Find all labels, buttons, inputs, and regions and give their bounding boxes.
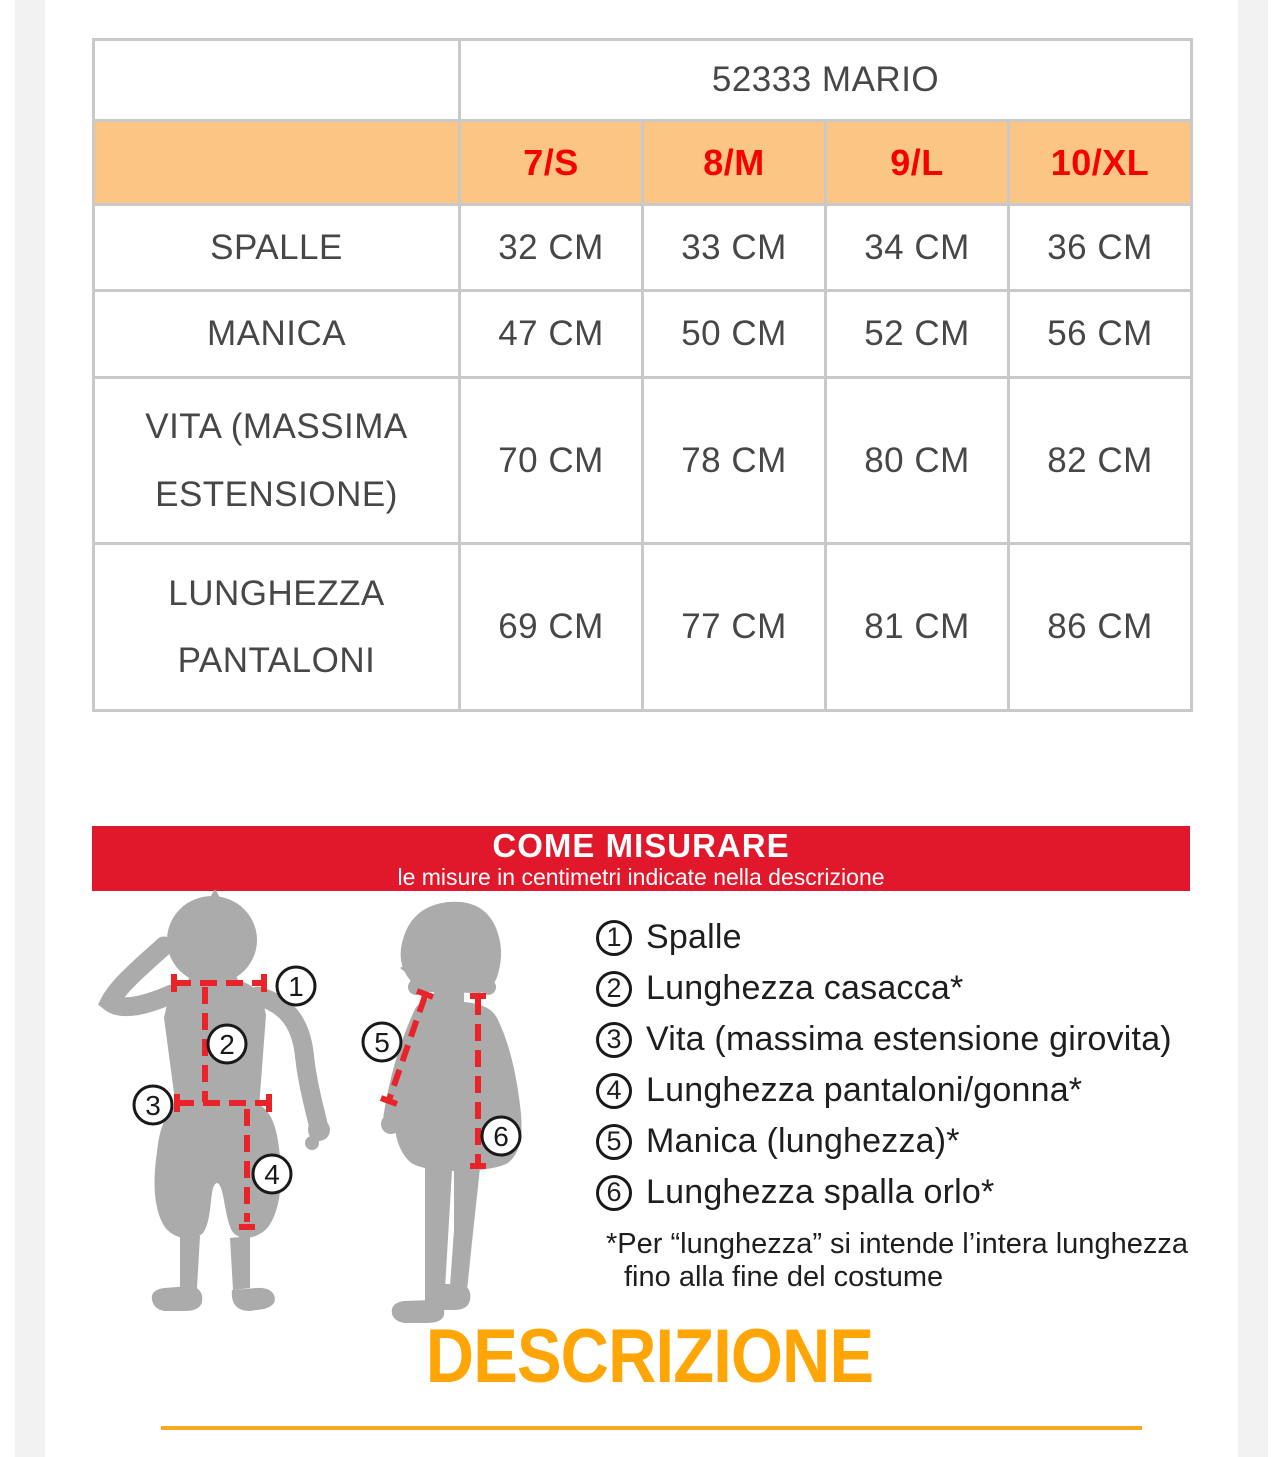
measure-cell: 69 CM	[460, 544, 643, 711]
how-to-measure-banner	[92, 826, 1190, 891]
size-col-header: 7/S	[460, 121, 643, 205]
table-row	[94, 291, 1192, 378]
product-title: 52333 MARIO	[460, 40, 1192, 121]
measure-cell: 70 CM	[460, 378, 643, 544]
legend-label: Manica (lunghezza)*	[646, 1122, 960, 1160]
table-row	[94, 205, 1192, 291]
description-heading: DESCRIZIONE	[425, 1314, 874, 1399]
row-label: VITA (MASSIMA ESTENSIONE)	[94, 378, 460, 544]
measure-cell: 34 CM	[826, 205, 1009, 291]
legend-label: Lunghezza spalla orlo*	[646, 1173, 995, 1211]
footnote-line: fino alla fine del costume	[624, 1261, 944, 1293]
figure-num-5: 5	[374, 1027, 390, 1058]
legend-label: Spalle	[646, 918, 742, 956]
figure-num-6: 6	[493, 1121, 509, 1152]
measure-cell: 32 CM	[460, 205, 643, 291]
table-row	[94, 378, 1192, 544]
figure-num-1: 1	[288, 971, 304, 1002]
measure-cell: 36 CM	[1009, 205, 1192, 291]
size-col-header: 8/M	[643, 121, 826, 205]
circled-number-icon: 4	[596, 1073, 632, 1109]
size-col-header: 9/L	[826, 121, 1009, 205]
legend-label: Lunghezza casacca*	[646, 969, 964, 1007]
list-item	[596, 1116, 1172, 1167]
figure-num-4: 4	[264, 1159, 280, 1190]
list-item	[596, 912, 1172, 963]
banner-title: COME MISURARE	[492, 826, 790, 864]
row-label: MANICA	[94, 291, 460, 378]
empty-corner-cell	[94, 40, 460, 121]
measure-cell: 52 CM	[826, 291, 1009, 378]
figure-num-2: 2	[219, 1029, 235, 1060]
measure-cell: 47 CM	[460, 291, 643, 378]
page-left-gutter	[15, 0, 45, 1457]
circled-number-icon: 2	[596, 971, 632, 1007]
table-row	[94, 544, 1192, 711]
measure-cell: 80 CM	[826, 378, 1009, 544]
footnote-line: *Per “lunghezza” si intende l’intera lunghezza	[606, 1228, 1188, 1260]
list-item	[596, 1065, 1172, 1116]
measure-cell: 86 CM	[1009, 544, 1192, 711]
legend-label: Lunghezza pantaloni/gonna*	[646, 1071, 1083, 1109]
measure-cell: 77 CM	[643, 544, 826, 711]
measure-cell: 50 CM	[643, 291, 826, 378]
measure-cell: 82 CM	[1009, 378, 1192, 544]
row-label: SPALLE	[94, 205, 460, 291]
measure-cell: 78 CM	[643, 378, 826, 544]
size-col-header: 10/XL	[1009, 121, 1192, 205]
sizes-row-label-cell	[94, 121, 460, 205]
circled-number-icon: 1	[596, 920, 632, 956]
list-item	[596, 963, 1172, 1014]
measure-legend	[596, 912, 1172, 1218]
banner-subtitle: le misure in centimetri indicate nella descrizione	[397, 863, 885, 890]
size-table	[92, 38, 1193, 712]
table-row-product	[94, 40, 1192, 121]
row-label: LUNGHEZZA PANTALONI	[94, 544, 460, 711]
measurement-figure	[92, 890, 592, 1330]
description-divider	[161, 1426, 1142, 1430]
list-item	[596, 1014, 1172, 1065]
circled-number-icon: 3	[596, 1022, 632, 1058]
silhouette-girl	[381, 902, 522, 1323]
circled-number-icon: 5	[596, 1124, 632, 1160]
measure-cell: 56 CM	[1009, 291, 1192, 378]
list-item	[596, 1167, 1172, 1218]
measure-footnote	[606, 1228, 1188, 1294]
figure-num-3: 3	[145, 1090, 161, 1121]
table-row-sizes	[94, 121, 1192, 205]
page-right-gutter	[1238, 0, 1268, 1457]
circled-number-icon: 6	[596, 1175, 632, 1211]
legend-label: Vita (massima estensione girovita)	[646, 1020, 1172, 1058]
measure-cell: 81 CM	[826, 544, 1009, 711]
measure-cell: 33 CM	[643, 205, 826, 291]
